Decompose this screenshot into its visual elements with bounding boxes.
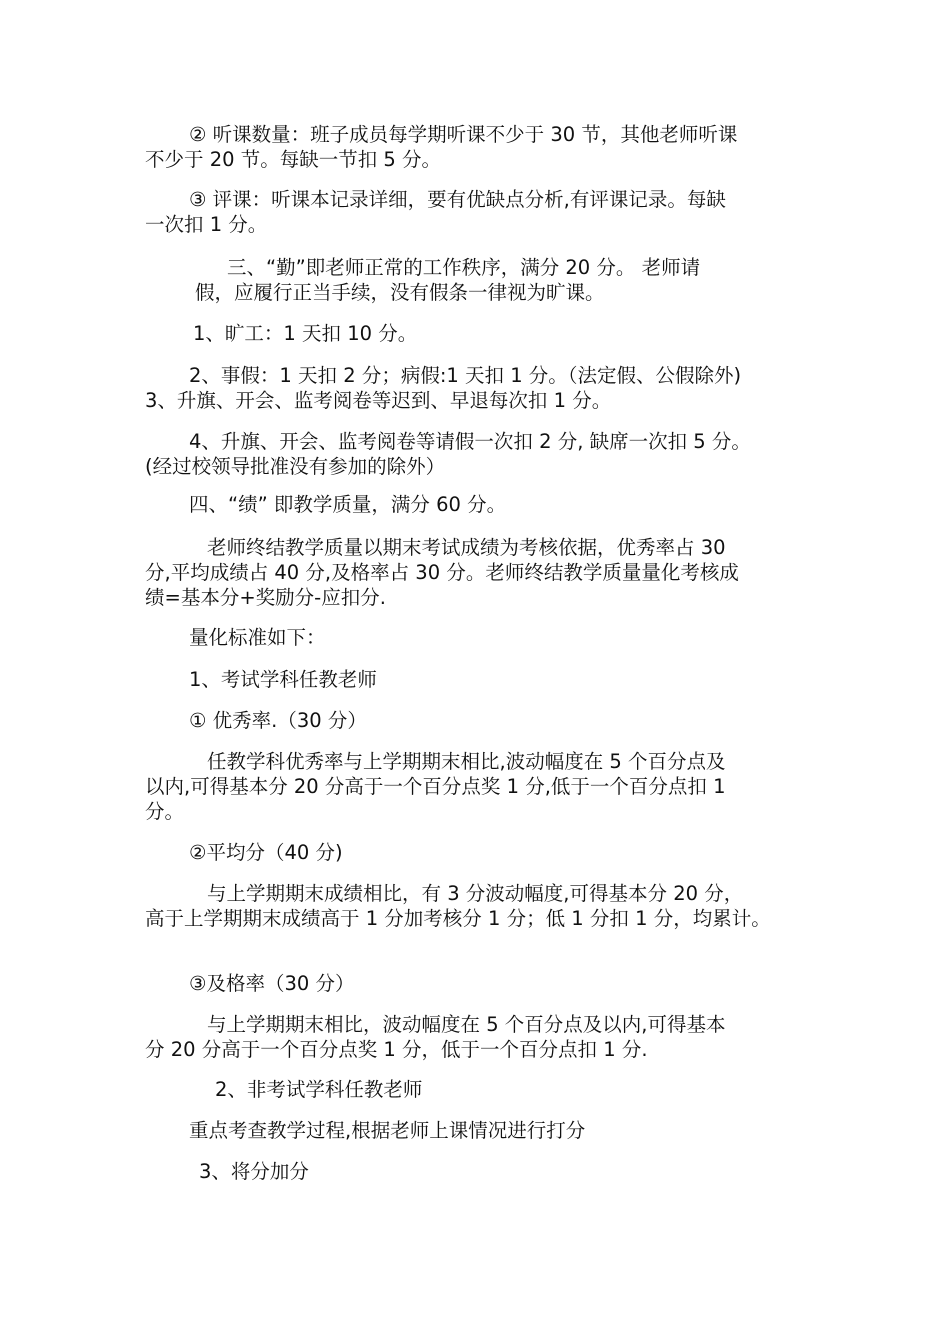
paragraph-teaching-process bbox=[145, 1118, 825, 1143]
paragraph-lesson-observation-count bbox=[145, 122, 825, 172]
paragraph-leave-rules bbox=[145, 363, 825, 413]
paragraph-average-score-rules bbox=[145, 881, 825, 931]
paragraph-attendance-heading bbox=[145, 255, 825, 305]
text-line: 任教学科优秀率与上学期期末相比,波动幅度在 5 个百分点及 bbox=[207, 750, 726, 773]
text-line: 2、事假：1 天扣 2 分；病假:1 天扣 1 分。（法定假、公假除外) bbox=[189, 364, 742, 387]
text-line: 1、旷工：1 天扣 10 分。 bbox=[193, 322, 418, 345]
text-line: 4、升旗、开会、监考阅卷等请假一次扣 2 分, 缺席一次扣 5 分。 bbox=[189, 430, 751, 453]
paragraph-excellence-rate-rules bbox=[145, 749, 825, 824]
text-line: ③ 评课：听课本记录详细，要有优缺点分析,有评课记录。每缺 bbox=[189, 188, 726, 211]
paragraph-standards-intro bbox=[145, 625, 825, 650]
text-line: 四、“绩” 即教学质量，满分 60 分。 bbox=[189, 493, 507, 516]
text-line: 量化标准如下： bbox=[189, 626, 326, 649]
text-line: 假，应履行正当手续，没有假条一律视为旷课。 bbox=[195, 281, 605, 304]
text-line: 1、考试学科任教老师 bbox=[189, 668, 377, 691]
text-line: 分,平均成绩占 40 分,及格率占 30 分。老师终结教学质量量化考核成 bbox=[145, 561, 739, 584]
text-line: ③及格率（30 分） bbox=[189, 972, 355, 995]
paragraph-lesson-evaluation bbox=[145, 187, 825, 237]
paragraph-absence-rules bbox=[145, 429, 825, 479]
text-line: 不少于 20 节。每缺一节扣 5 分。 bbox=[145, 148, 442, 171]
paragraph-quality-assessment bbox=[145, 535, 825, 610]
text-line: ① 优秀率.（30 分） bbox=[189, 709, 367, 732]
text-line: 一次扣 1 分。 bbox=[145, 213, 268, 236]
text-line: 高于上学期期末成绩高于 1 分加考核分 1 分；低 1 分扣 1 分，均累计。 bbox=[145, 907, 771, 930]
paragraph-excellence-rate-heading bbox=[145, 708, 825, 733]
text-line: 分 20 分高于一个百分点奖 1 分，低于一个百分点扣 1 分. bbox=[145, 1038, 648, 1061]
text-line: ② 听课数量：班子成员每学期听课不少于 30 节，其他老师听课 bbox=[189, 123, 738, 146]
paragraph-pass-rate-heading bbox=[145, 971, 825, 996]
text-line: 重点考查教学过程,根据老师上课情况进行打分 bbox=[189, 1119, 586, 1142]
text-line: 分。 bbox=[145, 800, 185, 823]
paragraph-pass-rate-rules bbox=[145, 1012, 825, 1062]
paragraph-absenteeism bbox=[145, 321, 825, 346]
text-line: 与上学期期末相比，波动幅度在 5 个百分点及以内,可得基本 bbox=[207, 1013, 726, 1036]
text-line: 与上学期期末成绩相比，有 3 分波动幅度,可得基本分 20 分， bbox=[207, 882, 744, 905]
text-line: 3、将分加分 bbox=[199, 1160, 309, 1183]
text-line: 老师终结教学质量以期末考试成绩为考核依据，优秀率占 30 bbox=[207, 536, 726, 559]
text-line: 3、升旗、开会、监考阅卷等迟到、早退每次扣 1 分。 bbox=[145, 389, 612, 412]
text-line: 以内,可得基本分 20 分高于一个百分点奖 1 分,低于一个百分点扣 1 bbox=[145, 775, 726, 798]
paragraph-average-score-heading bbox=[145, 840, 825, 865]
text-line: ②平均分（40 分) bbox=[189, 841, 343, 864]
text-line: 绩=基本分+奖励分-应扣分. bbox=[145, 586, 386, 609]
paragraph-exam-subject-teachers bbox=[145, 667, 825, 692]
paragraph-bonus-points bbox=[145, 1159, 825, 1184]
text-line: 2、非考试学科任教老师 bbox=[215, 1078, 423, 1101]
text-line: 三、“勤”即老师正常的工作秩序，满分 20 分。 老师请 bbox=[227, 256, 701, 279]
paragraph-performance-heading bbox=[145, 492, 825, 517]
text-line: (经过校领导批准没有参加的除外） bbox=[145, 455, 446, 478]
paragraph-non-exam-subject-teachers bbox=[145, 1077, 825, 1102]
